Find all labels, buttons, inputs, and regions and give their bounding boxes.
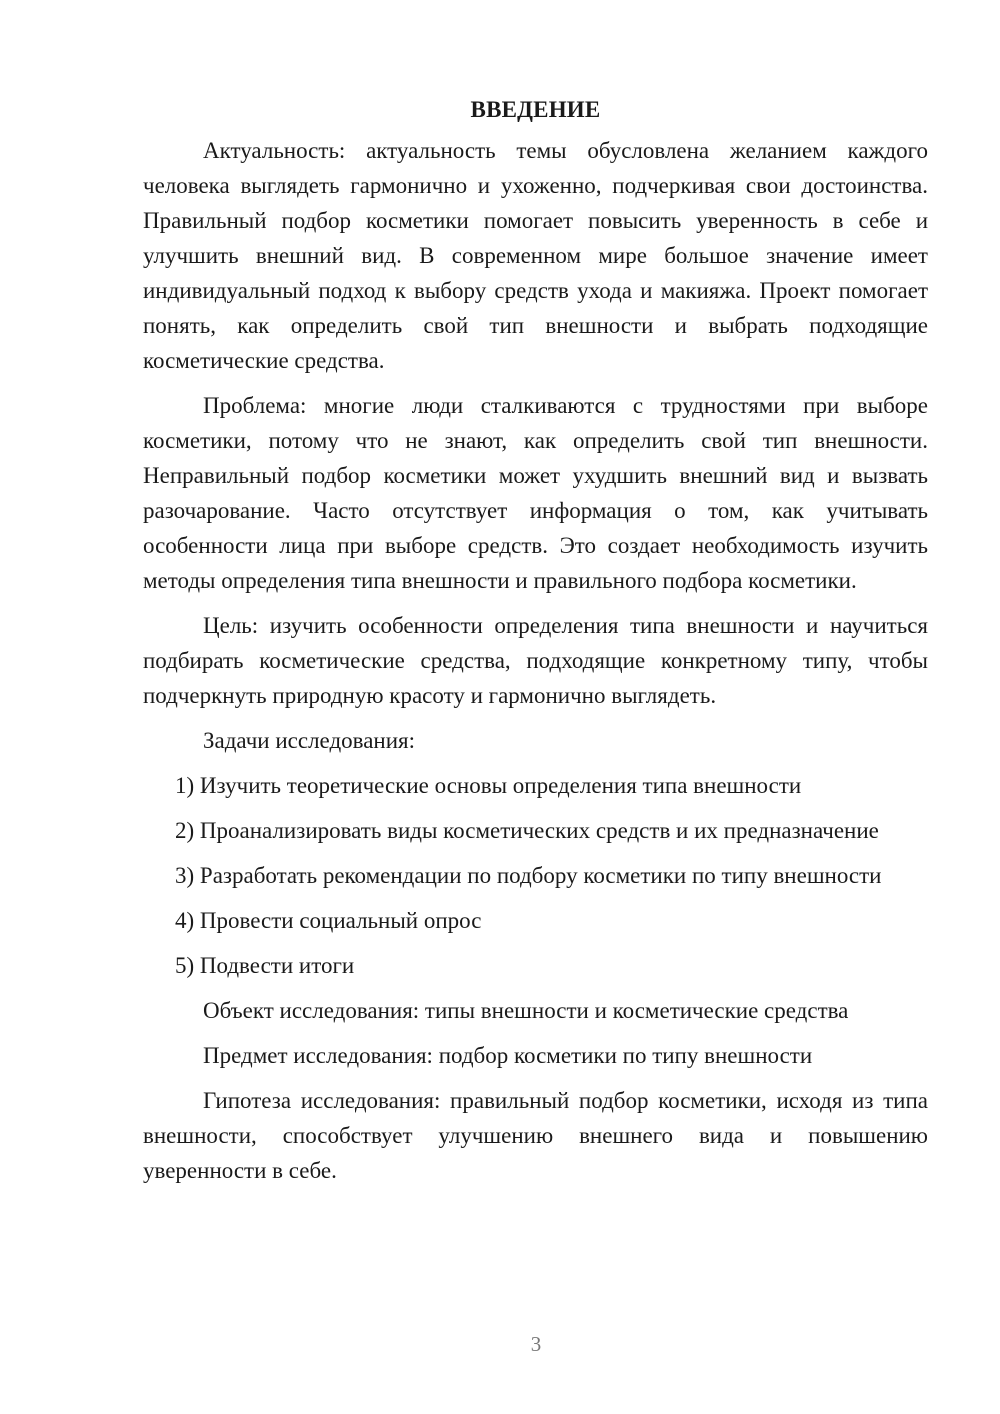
task-item-3: 3) Разработать рекомендации по подбору косметики по типу внешности: [175, 863, 882, 888]
paragraph-problem: Проблема: многие люди сталкиваются с трудностями при выборе косметики, потому что не знают, как определить свой тип внешности. Неправильный подбор косметики может ухудшить внешний вид и вызвать разочарование. Часто отсутствует информация о том, как учитывать особенности лица при выборе средств. Это создает необходимость изучить методы определения типа внешности и правильного подбора косметики.: [143, 393, 928, 593]
task-item-4: 4) Провести социальный опрос: [175, 908, 482, 933]
page-number: 3: [530, 1332, 542, 1356]
paragraph-hypothesis: Гипотеза исследования: правильный подбор косметики, исходя из типа внешности, способствует улучшению внешнего вида и повышению уверенности в себе.: [143, 1088, 928, 1183]
section-title: ВВЕДЕНИЕ: [470, 97, 601, 122]
task-item-1: 1) Изучить теоретические основы определения типа внешности: [175, 773, 802, 798]
paragraph-relevance: Актуальность: актуальность темы обусловлена желанием каждого человека выглядеть гармонично и ухоженно, подчеркивая свои достоинства. Правильный подбор косметики помогает повысить уверенность в себе и улучшить внешний вид. В современном мире большое значение имеет индивидуальный подход к выбору средств ухода и макияжа. Проект помогает понять, как определить свой тип внешности и выбрать подходящие косметические средства.: [143, 138, 928, 373]
paragraph-goal: Цель: изучить особенности определения типа внешности и научиться подбирать косметические средства, подходящие конкретному типу, чтобы подчеркнуть природную красоту и гармонично выглядеть.: [143, 613, 928, 708]
task-item-5: 5) Подвести итоги: [175, 953, 355, 978]
task-item-2: 2) Проанализировать виды косметических средств и их предназначение: [175, 818, 879, 843]
paragraph-tasks-heading: Задачи исследования:: [203, 728, 416, 753]
document-body: [143, 92, 928, 1198]
paragraph-object: Объект исследования: типы внешности и косметические средства: [203, 998, 849, 1023]
paragraph-subject: Предмет исследования: подбор косметики по типу внешности: [203, 1043, 813, 1068]
